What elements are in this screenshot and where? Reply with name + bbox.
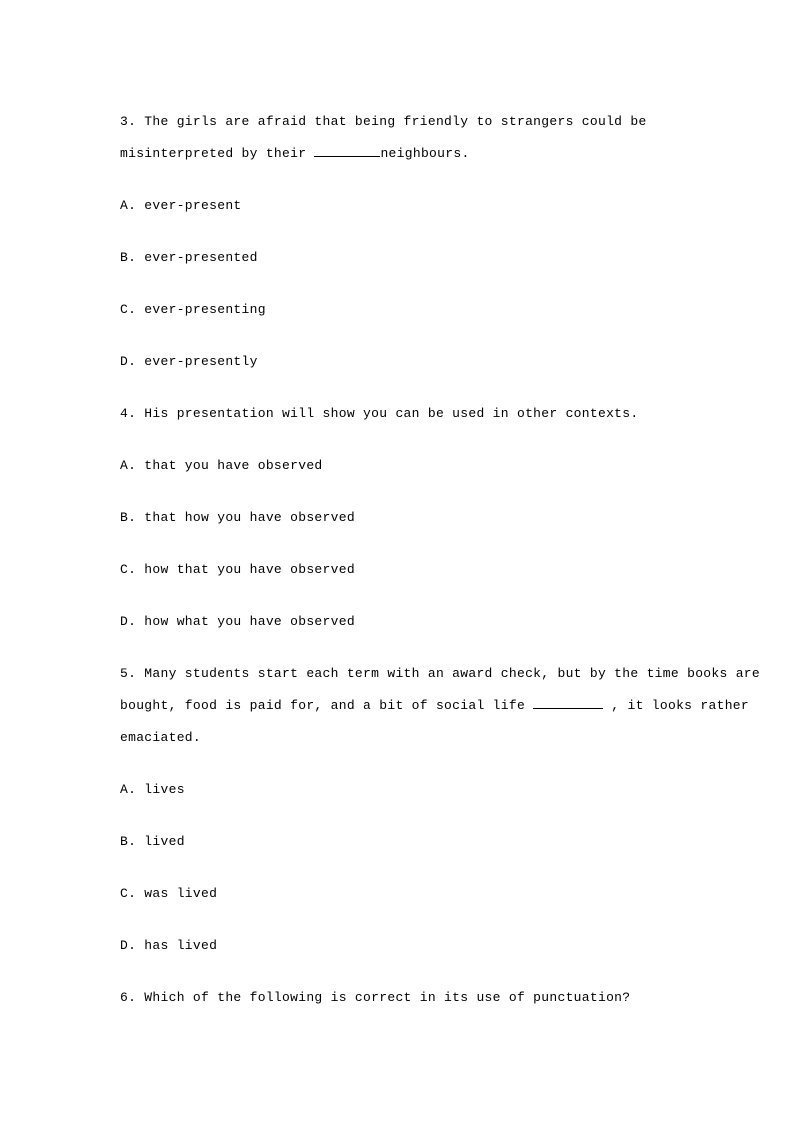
stem-line: emaciated. (120, 730, 202, 745)
option-c: C. was lived (120, 886, 218, 901)
option-a: A. that you have observed (120, 458, 323, 473)
option-d: D. how what you have observed (120, 614, 355, 629)
stem-line: 3. The girls are afraid that being friendly to strangers could be (120, 114, 647, 129)
option-a: A. ever-present (120, 198, 242, 213)
stem-line: misinterpreted by their (120, 146, 315, 161)
option-c: C. how that you have observed (120, 562, 355, 577)
option-b: B. ever-presented (120, 250, 258, 265)
option-a: A. lives (120, 782, 185, 797)
stem-line: bought, food is paid for, and a bit of social life (120, 698, 534, 713)
stem-line: , it looks rather (603, 698, 749, 713)
option-b: B. lived (120, 834, 185, 849)
option-d: D. ever-presently (120, 354, 258, 369)
stem-line: neighbours. (380, 146, 470, 161)
answer-blank (533, 696, 603, 709)
question-4-stem: 4. His presentation will show you can be used in other contexts. (120, 406, 639, 421)
option-b: B. that how you have observed (120, 510, 355, 525)
question-6-stem: 6. Which of the following is correct in its use of punctuation? (120, 990, 631, 1005)
stem-line: 5. Many students start each term with an award check, but by the time books are (120, 666, 760, 681)
option-d: D. has lived (120, 938, 218, 953)
answer-blank (314, 144, 380, 157)
question-3-stem (120, 106, 700, 170)
question-5-stem (120, 658, 760, 754)
document-page (120, 106, 760, 1034)
option-c: C. ever-presenting (120, 302, 266, 317)
